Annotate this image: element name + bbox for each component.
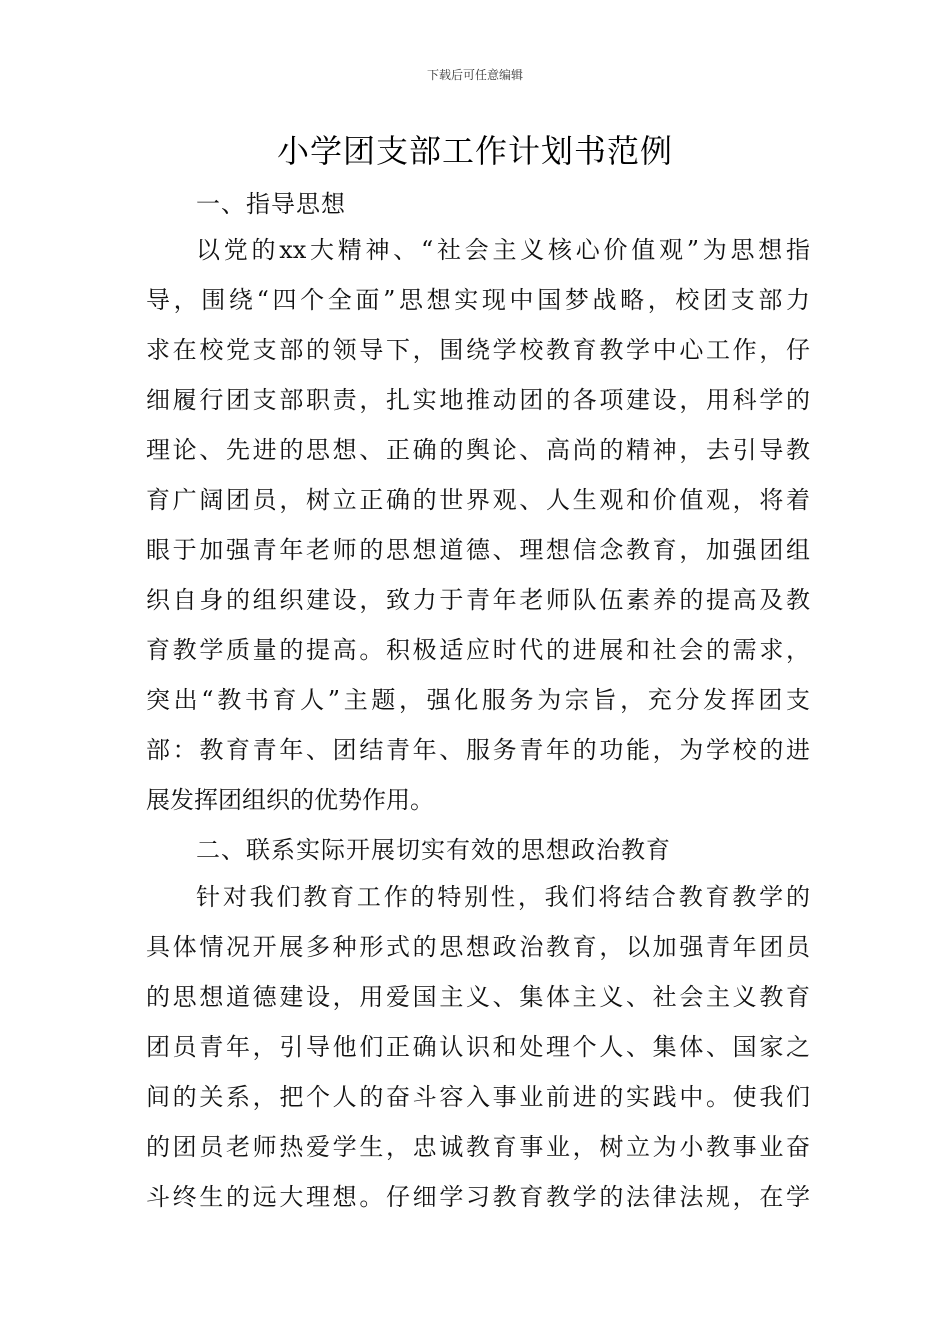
paragraph-line: 育广阔团员，树立正确的世界观、人生观和价值观，将着 xyxy=(146,486,810,514)
paragraph-line: 育教学质量的提高。积极适应时代的进展和社会的需求， xyxy=(146,636,810,664)
paragraph-line: 细履行团支部职责，扎实地推动团的各项建设，用科学的 xyxy=(146,386,810,414)
paragraph-line: 织自身的组织建设，致力于青年老师队伍素养的提高及教 xyxy=(146,586,810,614)
paragraph-line: 团员青年，引导他们正确认识和处理个人、集体、国家之 xyxy=(146,1033,810,1061)
paragraph-line: 斗终生的远大理想。仔细学习教育教学的法律法规，在学 xyxy=(146,1183,810,1211)
paragraph-line: 突出“教书育人”主题，强化服务为宗旨，充分发挥团支 xyxy=(146,686,810,714)
paragraph-line: 的思想道德建设，用爱国主义、集体主义、社会主义教育 xyxy=(146,983,810,1011)
paragraph-line: 眼于加强青年老师的思想道德、理想信念教育，加强团组 xyxy=(146,536,810,564)
paragraph-line: 针对我们教育工作的特别性，我们将结合教育教学的 xyxy=(196,883,810,911)
paragraph-guiding-ideology xyxy=(146,233,810,833)
paragraph-line: 部：教育青年、团结青年、服务青年的功能，为学校的进 xyxy=(146,736,810,764)
section-heading-political-education: 二、联系实际开展切实有效的思想政治教育 xyxy=(196,836,671,864)
paragraph-line: 间的关系，把个人的奋斗容入事业前进的实践中。使我们 xyxy=(146,1083,810,1111)
section-heading-guiding-ideology: 一、指导思想 xyxy=(196,190,346,218)
paragraph-line: 求在校党支部的领导下，围绕学校教育教学中心工作，仔 xyxy=(146,336,810,364)
document-title: 小学团支部工作计划书范例 xyxy=(276,132,673,170)
header-note: 下载后可任意编辑 xyxy=(426,68,523,82)
paragraph-line: 具体情况开展多种形式的思想政治教育，以加强青年团员 xyxy=(146,933,810,961)
paragraph-line: 理论、先进的思想、正确的舆论、高尚的精神，去引导教 xyxy=(146,436,810,464)
paragraph-political-education xyxy=(146,880,810,1230)
paragraph-line: 的团员老师热爱学生，忠诚教育事业，树立为小教事业奋 xyxy=(146,1133,810,1161)
paragraph-line: 以党的xx大精神、“社会主义核心价值观”为思想指 xyxy=(196,236,810,264)
paragraph-line: 导，围绕“四个全面”思想实现中国梦战略，校团支部力 xyxy=(146,286,810,314)
paragraph-line: 展发挥团组织的优势作用。 xyxy=(146,786,434,814)
